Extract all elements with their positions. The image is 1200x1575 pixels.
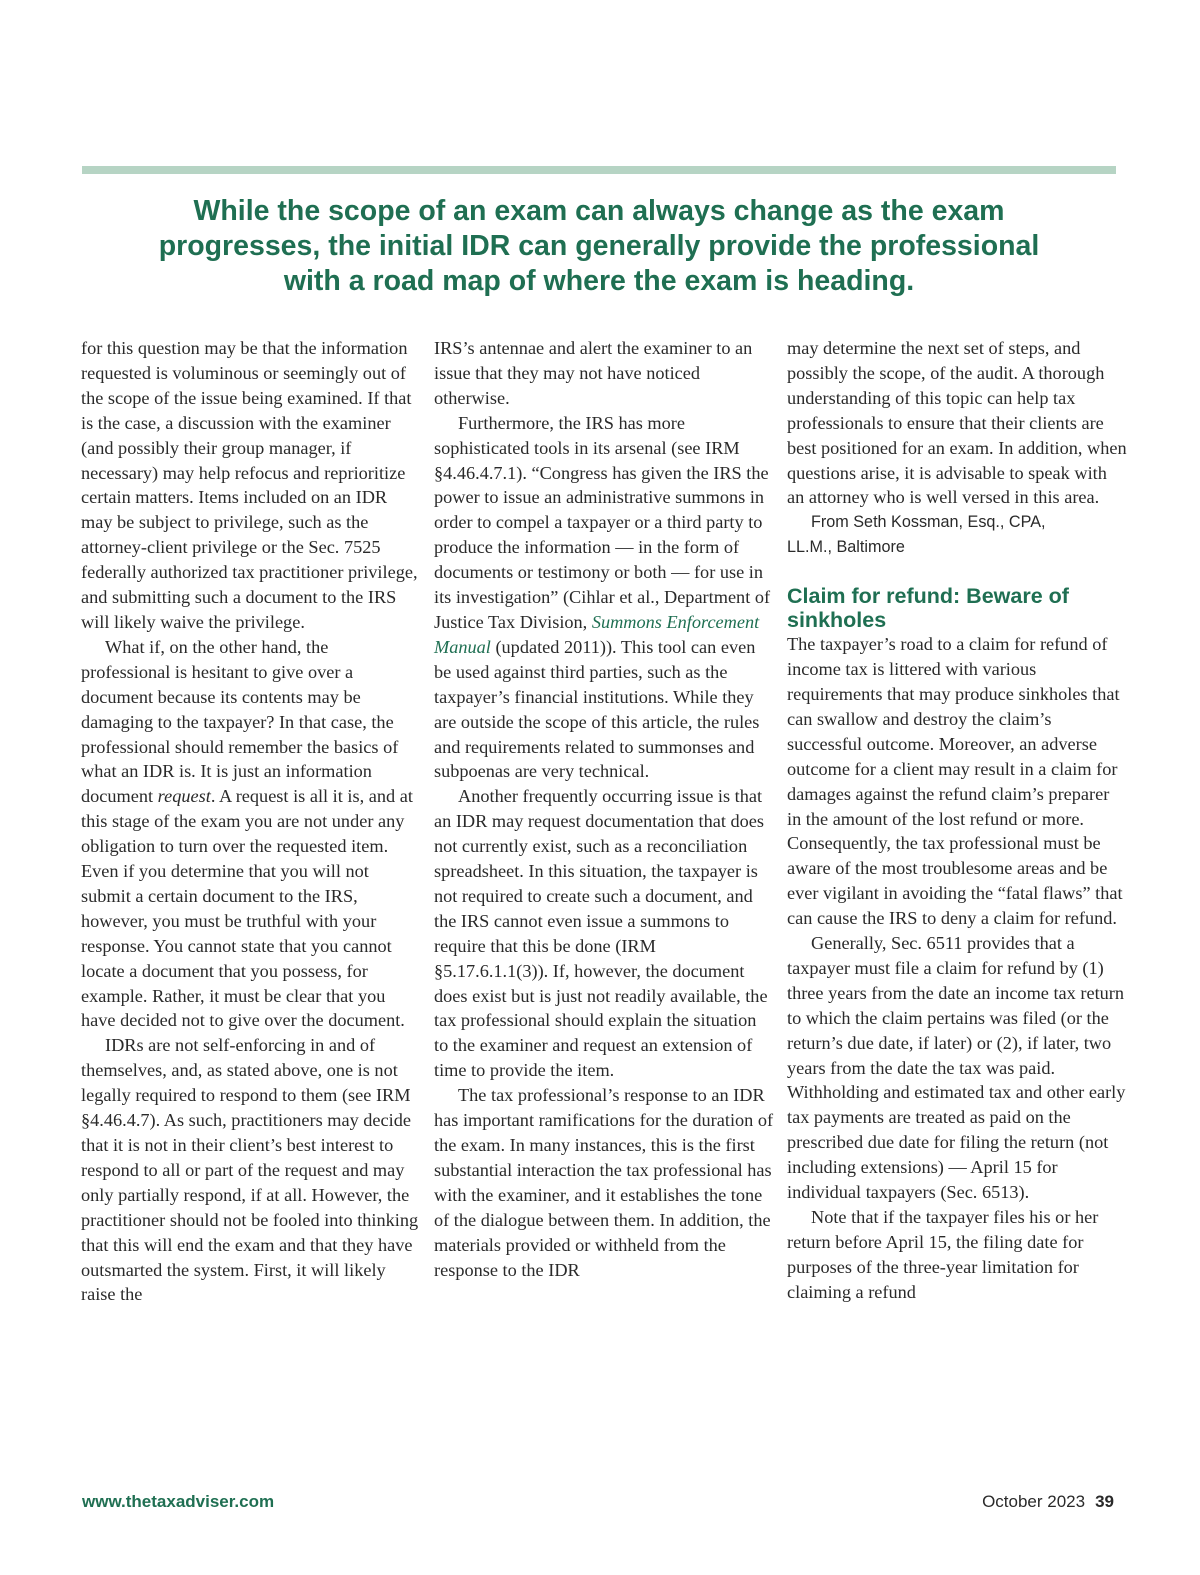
col2-paragraph-3: Another frequently occurring issue is that an IDR may request documentation that does not currently exist, such as a reconciliation spreadsheet. In this situation, the taxpayer is not required to create such a document, and the IRS cannot even issue a summons to require that this be done (IRM §5.17.6.1.1(3)). If, however, the document does exist but is just not readily available, the tax professional should explain the situation to the examiner and request an extension of time to provide the item.	[434, 786, 768, 1081]
pull-quote-line-1: While the scope of an exam can always change as the exam	[193, 195, 1005, 227]
column-2	[434, 336, 774, 1282]
col2-paragraph-4: The tax professional’s response to an IDR has important ramifications for the duration of the exam. In many instances, this is the first substantial interaction the tax professional has with the examiner, and it establishes the tone of the dialogue between them. In addition, the materials provided or withheld from the response to the IDR	[434, 1085, 774, 1280]
section-heading: Claim for refund: Beware of sinkholes	[787, 584, 1069, 633]
author-byline: From Seth Kossman, Esq., CPA, LL.M., Baltimore	[787, 513, 1046, 557]
pull-quote	[82, 194, 1116, 299]
col1-paragraph-3: IDRs are not self-enforcing in and of themselves, and, as stated above, one is not legally required to respond to them (see IRM §4.46.4.7). As such, practitioners may decide that it is not in their client’s best interest to respond to all or part of the request and may only partially respond, if at all. However, the practitioner should not be fooled into thinking that this will end the exam and that they have outsmarted the system. First, it will likely raise the	[81, 1035, 419, 1305]
col1-paragraph-1: for this question may be that the information requested is voluminous or seemingly out of the scope of the issue being examined. If that is the case, a discussion with the examiner (and possibly their group manager, if necessary) may help refocus and reprioritize certain matters. Items included on an IDR may be subject to privilege, such as the attorney-client privilege or the Sec. 7525 federally authorized tax practitioner privilege, and submitting such a document to the IRS will likely waive the privilege.	[81, 338, 418, 632]
column-1	[81, 336, 421, 1307]
footer-website-link[interactable]: www.thetaxadviser.com	[82, 1492, 275, 1511]
col3-paragraph-1: may determine the next set of steps, and possibly the scope, of the audit. A thorough understanding of this topic can help tax professionals to ensure that their clients are best positioned for an exam. In addition, when questions arise, it is advisable to speak with an attorney who is well versed in this area.	[787, 338, 1127, 508]
issue-date: October 2023	[982, 1492, 1086, 1511]
page-number: 39	[1095, 1492, 1114, 1511]
col2-paragraph-1: IRS’s antennae and alert the examiner to an issue that they may not have noticed otherwise.	[434, 338, 753, 408]
col1-paragraph-2: What if, on the other hand, the professional is hesitant to give over a document because its contents may be damaging to the taxpayer? In that case, the professional should remember the basics of what an IDR is. It is just an information document request. A request is all it is, and at this stage of the exam you are not under any obligation to turn over the requested item. Even if you determine that you will not submit a certain document to the IRS, however, you must be truthful with your response. You cannot state that you cannot locate a document that you possess, for example. Rather, it must be clear that you have decided not to give over the document.	[81, 636, 413, 1031]
col3-paragraph-4: Note that if the taxpayer files his or her return before April 15, the filing date for purposes of the three-year limitation for claiming a refund	[787, 1207, 1099, 1302]
footer-date-page	[982, 1492, 1114, 1512]
pull-quote-line-2: progresses, the initial IDR can generally provide the professional	[158, 230, 1040, 262]
col3-paragraph-2: The taxpayer’s road to a claim for refund of income tax is littered with various requirements that may produce sinkholes that can swallow and destroy the claim’s successful outcome. Moreover, an adverse outcome for a client may result in a claim for damages against the refund claim’s preparer in the amount of the lost refund or more. Consequently, the tax professional must be aware of the most troublesome areas and be ever vigilant in avoiding the “fatal flaws” that can cause the IRS to deny a claim for refund.	[787, 634, 1123, 929]
summons-manual-link[interactable]: Summons Enforcement Manual	[434, 611, 760, 657]
top-rule	[82, 166, 1116, 174]
col2-paragraph-2: Furthermore, the IRS has more sophisticated tools in its arsenal (see IRM §4.46.4.7.1). “Congress has given the IRS the power to issue an administrative summons in order to compel a taxpayer or a third party to produce the information — in the form of documents or testimony or both — for use in its investigation” (Cihlar et al., Department of Justice Tax Division, Summons Enforcement Manual (updated 2011)). This tool can even be used against third parties, such as the taxpayer’s financial institutions. While they are outside the scope of this article, the rules and requirements related to summonses and subpoenas are very technical.	[434, 412, 771, 782]
pull-quote-line-3: with a road map of where the exam is heading.	[283, 265, 915, 297]
emphasis-request: request	[157, 786, 211, 807]
col3-paragraph-3: Generally, Sec. 6511 provides that a taxpayer must file a claim for refund by (1) three years from the date an income tax return to which the claim pertains was filed (or the return’s due date, if later) or (2), if later, two years from the date the tax was paid. Withholding and estimated tax and other early tax payments are treated as paid on the prescribed due date for filing the return (not including extensions) — April 15 for individual taxpayers (Sec. 6513).	[787, 933, 1126, 1203]
column-3	[787, 336, 1127, 1305]
